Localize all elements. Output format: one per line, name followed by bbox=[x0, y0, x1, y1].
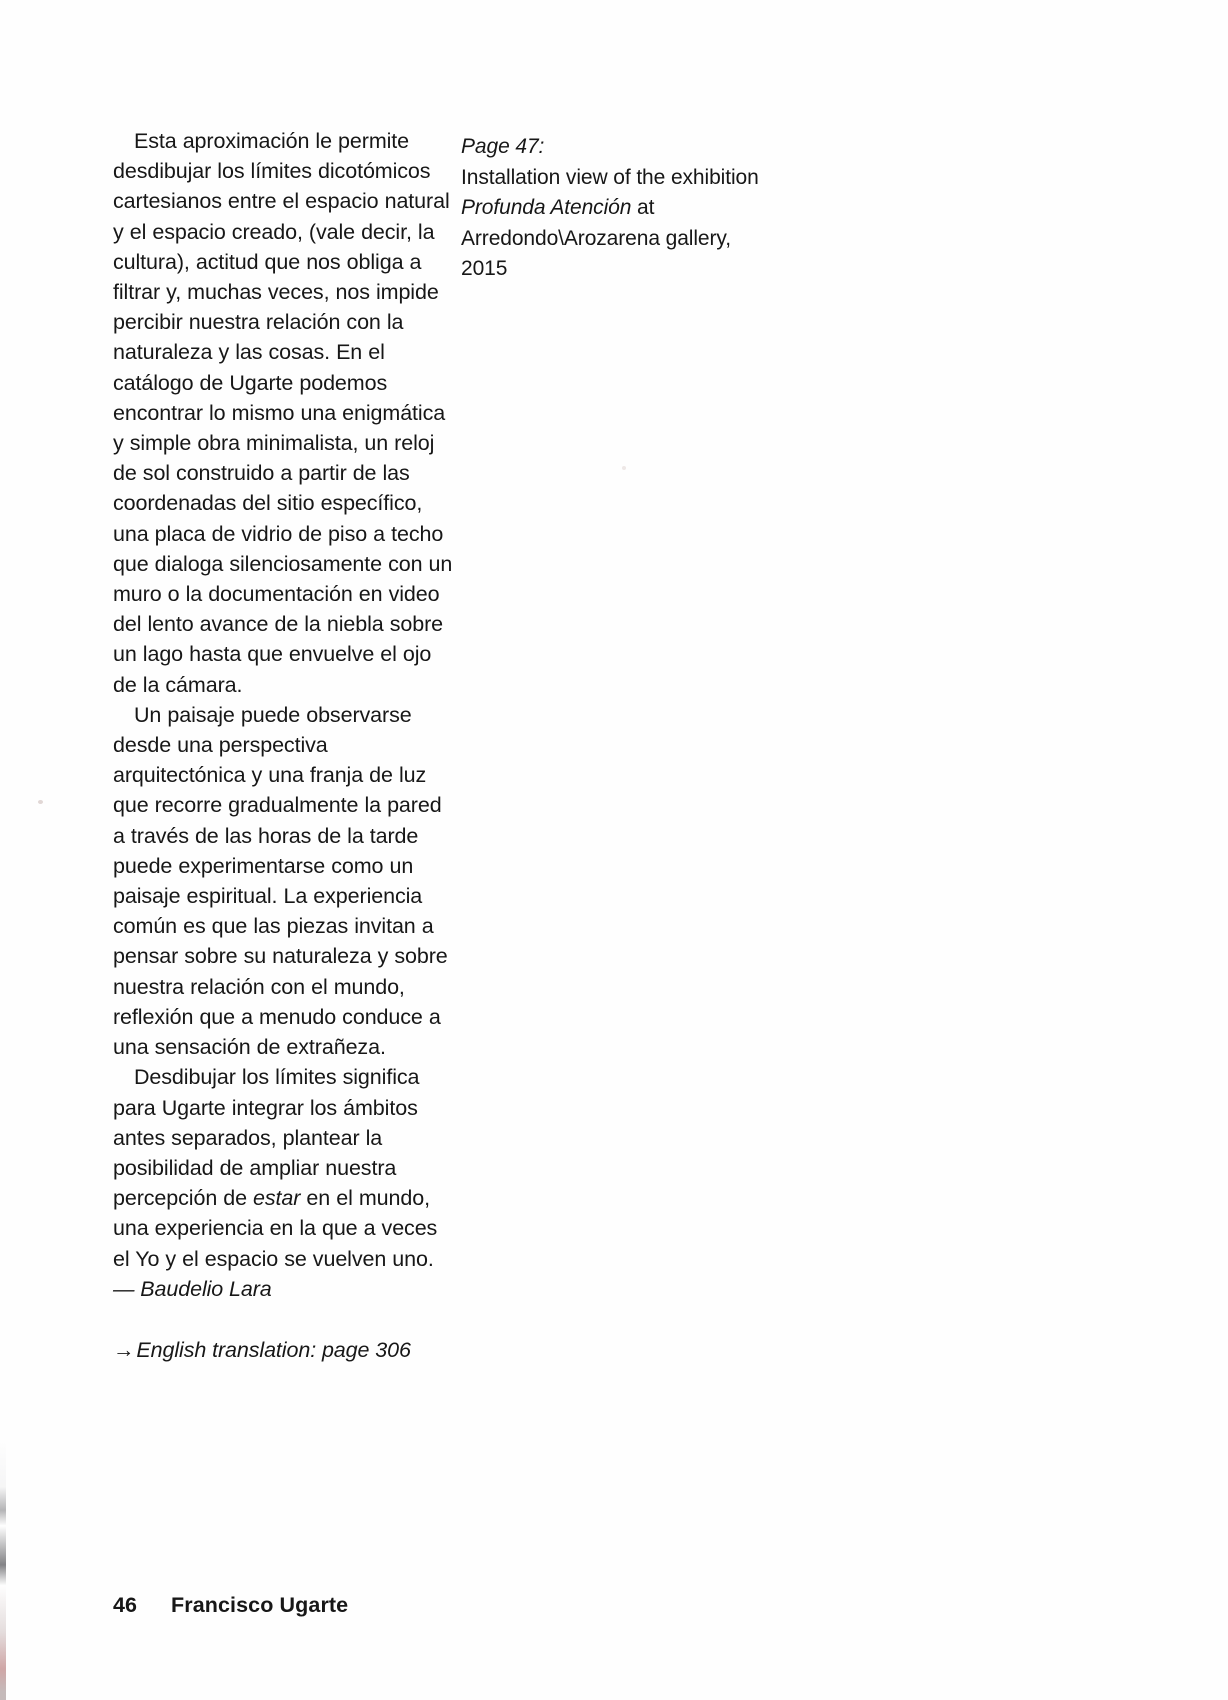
english-translation-reference[interactable] bbox=[113, 1304, 453, 1365]
author-attribution: — Baudelio Lara bbox=[113, 1276, 272, 1301]
right-arrow-icon: → bbox=[113, 1337, 135, 1362]
body-paragraph bbox=[113, 1062, 453, 1273]
scan-speck bbox=[622, 466, 626, 470]
scan-speck bbox=[38, 800, 43, 804]
body-paragraph: Esta aproximación le permite desdibujar los límites dicotómicos cartesianos entre el espacio natural y el espacio creado, (vale decir, la cultura), actitud que nos obliga a filtrar y, muchas veces, nos impide percibir nuestra relación con la naturaleza y las cosas. En el catálogo de Ugarte podemos encontrar lo mismo una enigmática y simple obra minimalista, un reloj de sol construido a partir de las coordenadas del sitio específico, una placa de vidrio de piso a techo que dialoga silenciosamente con un muro o la documentación en video del lento avance de la niebla sobre un lago hasta que envuelve el ojo de la cámara. bbox=[113, 129, 453, 697]
scan-edge-artifact bbox=[0, 1440, 6, 1700]
exhibition-title-italic: Profunda Atención bbox=[461, 196, 632, 219]
caption-page-reference: Page 47: bbox=[461, 135, 545, 158]
caption-gallery: Arredondo\Arozarena gallery, bbox=[461, 226, 731, 250]
running-head-title: Francisco Ugarte bbox=[171, 1593, 349, 1617]
page-footer bbox=[113, 1593, 348, 1618]
body-text-column bbox=[113, 126, 453, 1365]
page-number: 46 bbox=[113, 1593, 138, 1617]
emphasized-word: estar bbox=[253, 1186, 301, 1211]
paragraph-text-after-italic: en el mundo, una experiencia en la que a veces el Yo y el espacio se vuelven uno. bbox=[113, 1186, 438, 1271]
body-paragraph: Un paisaje puede observarse desde una perspectiva arquitectónica y una franja de luz que recorre gradualmente la pared a través de las horas de la tarde puede experimentarse como un paisaje espiritual. La experiencia común es que las piezas invitan a pensar sobre su naturaleza y sobre nuestra relación con el mundo, reflexión que a menudo conduce a una sensación de extrañeza. bbox=[113, 702, 448, 1060]
english-translation-label: English translation: page 306 bbox=[136, 1337, 411, 1362]
caption-year: 2015 bbox=[461, 257, 508, 280]
paragraph-text-before-italic: Desdibujar los límites significa para Ugarte integrar los ámbitos antes separados, plantear la posibilidad de ampliar nuestra percepción de bbox=[113, 1065, 420, 1211]
image-caption-column bbox=[461, 132, 791, 285]
caption-description: Installation view of the exhibition bbox=[461, 165, 759, 189]
caption-at-word: at bbox=[631, 196, 655, 219]
caption-exhibition-title bbox=[461, 193, 791, 224]
